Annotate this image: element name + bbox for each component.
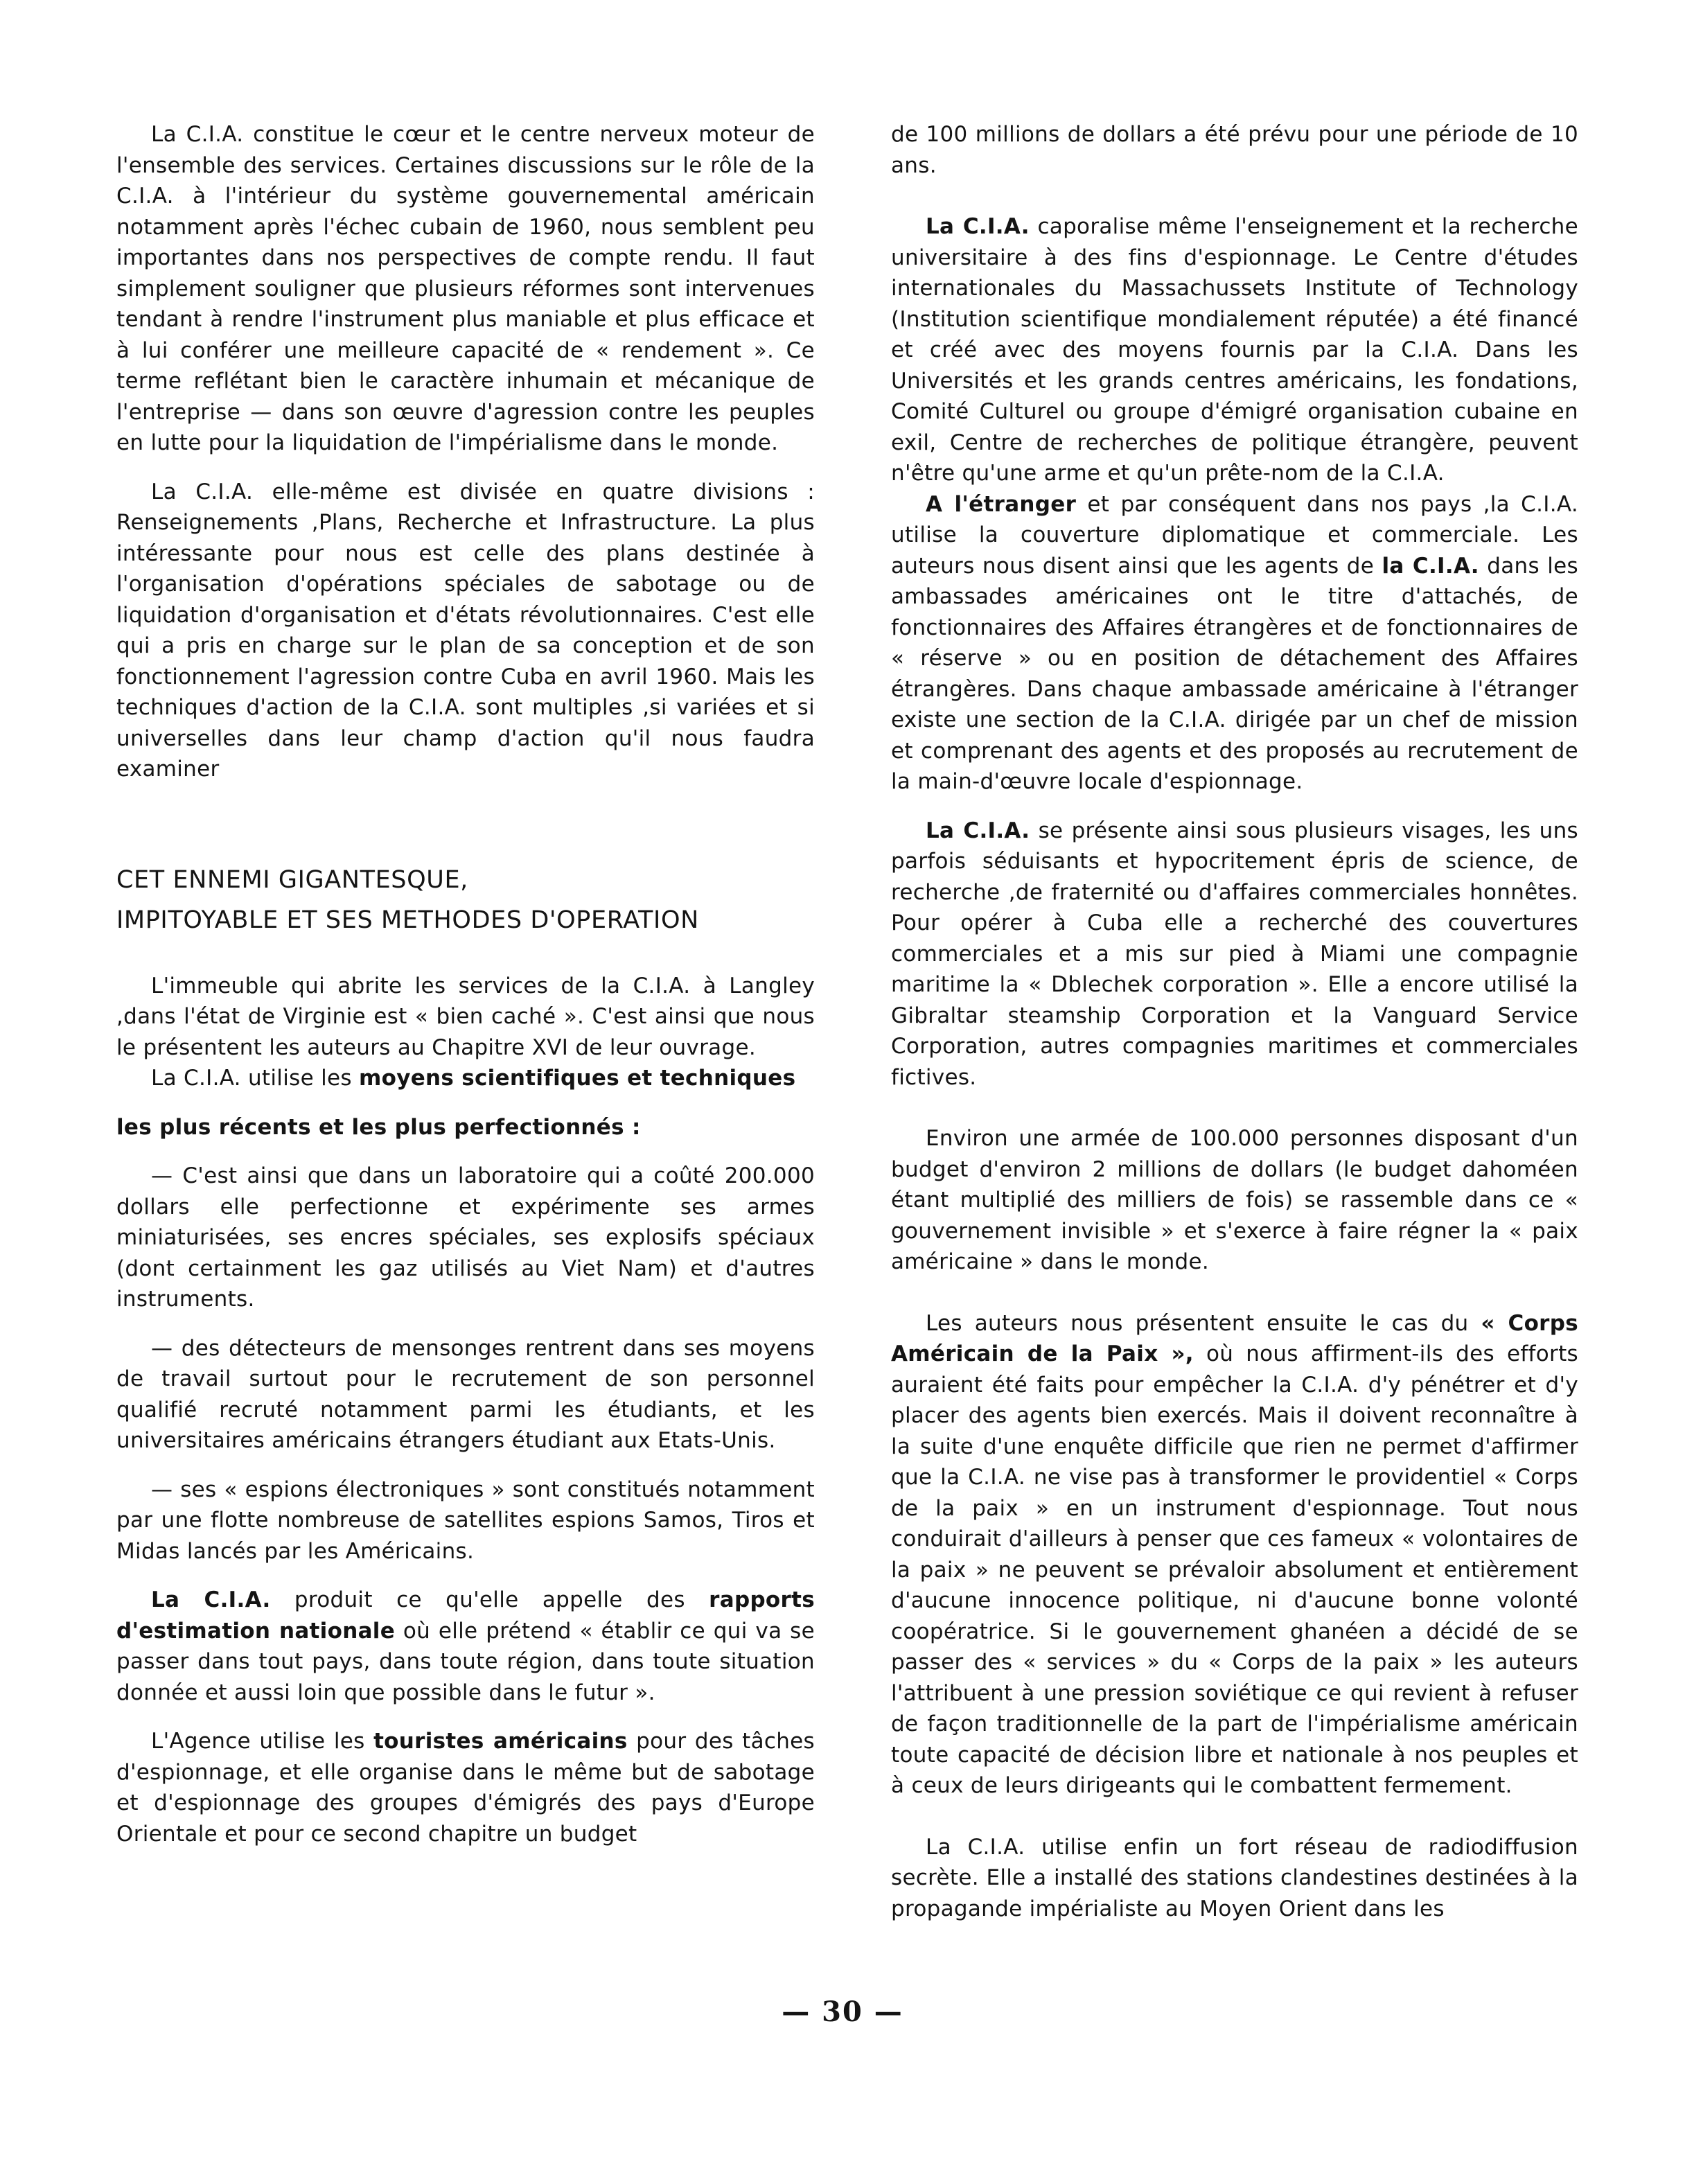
paragraph bbox=[116, 1063, 815, 1094]
text-run: se présente ainsi sous plusieurs visages, les uns parfois séduisants et hypocritement épris de science, de recherche ,de fraternité ou d'affaires commerciales honnêtes. Pour opérer à Cuba elle a recherché des couvertures commerciales et a mis sur pied à Miami une compagnie maritime la « Dblechek corporation ». Elle a encore utilisé la Gibraltar steamship Corporation et la Vanguard Service Corporation, autres compagnies maritimes et commerciales fictives. bbox=[891, 818, 1578, 1090]
text-run: où elle prétend « établir ce qui va se passer dans tout pays, dans toute région, dans toute situation donnée et aussi loin que possible dans le futur ». bbox=[116, 1618, 815, 1705]
bold-text: La C.I.A. bbox=[151, 1587, 271, 1612]
bold-text: La C.I.A. bbox=[926, 214, 1030, 239]
text-run: Les auteurs nous présentent ensuite le cas du bbox=[926, 1310, 1469, 1336]
text-run: où nous affirment-ils des efforts auraient été faits pour empêcher la C.I.A. d'y pénétrer et d'y placer des agents bien exercés. Mais il doivent reconnaître à la suite d'une enquête difficile que rien ne permet d'affirmer que la C.I.A. ne vise pas à transformer le providentiel « Corps de la paix » en un instrument d'espionnage. Tout nous conduirait d'ailleurs à penser que ces fameux « volontaires de la paix » ne peuvent se prévaloir absolument et entièrement d'aucune innocence politique, ni d'aucune bonne volonté coopératrice. Si le gouvernement ghanéen a décidé de se passer des « services » du « Corps de la paix » les auteurs l'attribuent à une pression soviétique ce qui revient à refuser de façon traditionnelle de la part de l'impérialisme américain toute capacité de décision libre et nationale à nos peuples et à ceux de leurs dirigeants qui le combattent fermement. bbox=[891, 1341, 1578, 1798]
text-run: caporalise même l'enseignement et la recherche universitaire à des fins d'espionnage. Le Centre d'études internationales du Massachussets Institute of Technology (Institution scientifique mondialement réputée) a été financé et créé avec des moyens fournis par la C.I.A. Dans les Universités et les grands centres américains, les fondations, Comité Culturel ou groupe d'émigré organisation cubaine en exil, Centre de recherches de politique étrangère, peuvent n'être qu'une arme et qu'un prête-nom de la C.I.A. bbox=[891, 214, 1578, 486]
paragraph-bold-line: les plus récents et les plus perfectionnés : bbox=[116, 1114, 641, 1140]
text-run: La C.I.A. utilise les bbox=[151, 1066, 352, 1091]
paragraph: de 100 millions de dollars a été prévu pour une période de 10 ans. bbox=[891, 122, 1578, 178]
page-number: — 30 — bbox=[782, 1996, 903, 2028]
paragraph: L'immeuble qui abrite les services de la C.I.A. à Langley ,dans l'état de Virginie est « bien caché ». C'est ainsi que nous le présentent les auteurs au Chapitre XVI de leur ouvrage. bbox=[116, 973, 815, 1060]
paragraph: — C'est ainsi que dans un laboratoire qui a coûté 200.000 dollars elle perfectionne et expérimente ses armes miniaturisées, ses encres spéciales, ses explosifs spéciaux (dont certainment les gaz utilisés au Viet Nam) et d'autres instruments. bbox=[116, 1163, 815, 1312]
paragraph: — ses « espions électroniques » sont constitués notamment par une flotte nombreuse de satellites espions Samos, Tiros et Midas lancés par les Américains. bbox=[116, 1477, 815, 1564]
right-column bbox=[891, 119, 1578, 1924]
paragraph: — des détecteurs de mensonges rentrent dans ses moyens de travail surtout pour le recrutement de son personnel qualifié recruté notamment parmi les étudiants, et les universitaires américains étrangers étudiant aux Etats-Unis. bbox=[116, 1335, 815, 1453]
text-run: et par conséquent dans nos pays ,la C.I.A. utilise la couverture diplomatique et commerciale. Les auteurs nous disent ainsi que les agents de bbox=[891, 491, 1578, 579]
paragraph: La C.I.A. elle-même est divisée en quatre divisions : Renseignements ,Plans, Recherche et Infrastructure. La plus intéressante pour nous est celle des plans destinée à l'organisation d'opérations spéciales de sabotage ou de liquidation d'organisation et d'états révolutionnaires. C'est elle qui a pris en charge sur le plan de sa conception et de son fonctionnement l'agression contre Cuba en avril 1960. Mais les techniques d'action de la C.I.A. sont multiples ,si variées et si universelles dans leur champ d'action qu'il nous faudra examiner bbox=[116, 479, 815, 782]
paragraph bbox=[891, 1308, 1578, 1802]
paragraph bbox=[891, 489, 1578, 798]
text-run: produit ce qu'elle appelle des bbox=[294, 1587, 685, 1612]
section-heading-line: IMPITOYABLE ET SES METHODES D'OPERATION bbox=[116, 906, 699, 934]
bold-text: La C.I.A. bbox=[926, 818, 1030, 843]
bold-text: touristes américains bbox=[373, 1729, 628, 1754]
paragraph: La C.I.A. utilise enfin un fort réseau de radiodiffusion secrète. Elle a installé des stations clandestines destinées à la propagande impérialiste au Moyen Orient dans les bbox=[891, 1834, 1578, 1921]
paragraph bbox=[116, 1585, 815, 1708]
section-heading-line: CET ENNEMI GIGANTESQUE, bbox=[116, 865, 468, 894]
paragraph bbox=[891, 211, 1578, 489]
paragraph: La C.I.A. constitue le cœur et le centre nerveux moteur de l'ensemble des services. Certaines discussions sur le rôle de la C.I.A. à l'intérieur du système gouvernemental américain notamment après l'échec cubain de 1960, nous semblent peu importantes dans nos perspectives de compte rendu. Il faut simplement souligner que plusieurs réformes sont intervenues tendant à rendre l'instrument plus maniable et plus efficace et à lui conférer une meilleure capacité de « rendement ». Ce terme reflétant bien le caractère inhumain et mécanique de l'entreprise — dans son œuvre d'agression contre les peuples en lutte pour la liquidation de l'impérialisme dans le monde. bbox=[116, 122, 815, 455]
text-run: pour des tâches d'espionnage, et elle organise dans le même but de sabotage et d'espionnage des groupes d'émigrés des pays d'Europe Orientale et pour ce second chapitre un budget bbox=[116, 1729, 815, 1847]
section-heading bbox=[116, 860, 815, 940]
paragraph: Environ une armée de 100.000 personnes disposant d'un budget d'environ 2 millions de dollars (le budget dahoméen étant multiplié des milliers de fois) se rassemble dans ce « gouvernement invisible » et s'exerce à faire régner la « paix américaine » dans le monde. bbox=[891, 1126, 1578, 1274]
bold-text: la C.I.A. bbox=[1382, 553, 1479, 579]
text-run: dans les ambassades américaines ont le titre d'attachés, de fonctionnaires des Affaires étrangères et de fonctionnaires de « réserve » ou en position de détachement des Affaires étrangères. Dans chaque ambassade américaine à l'étranger existe une section de la C.I.A. dirigée par un chef de mission et comprenant des agents et des proposés au recrutement de la main-d'œuvre locale d'espionnage. bbox=[891, 553, 1579, 794]
bold-text: « Corps Américain de la Paix », bbox=[891, 1310, 1578, 1366]
paragraph bbox=[891, 816, 1578, 1093]
text-run: L'Agence utilise les bbox=[151, 1729, 365, 1754]
bold-text: rapports d'estimation nationale bbox=[116, 1587, 815, 1644]
paragraph bbox=[116, 1726, 815, 1849]
left-column bbox=[116, 119, 815, 1849]
bold-text: A l'étranger bbox=[926, 491, 1077, 517]
bold-text: moyens scientifiques et techniques bbox=[359, 1066, 796, 1091]
